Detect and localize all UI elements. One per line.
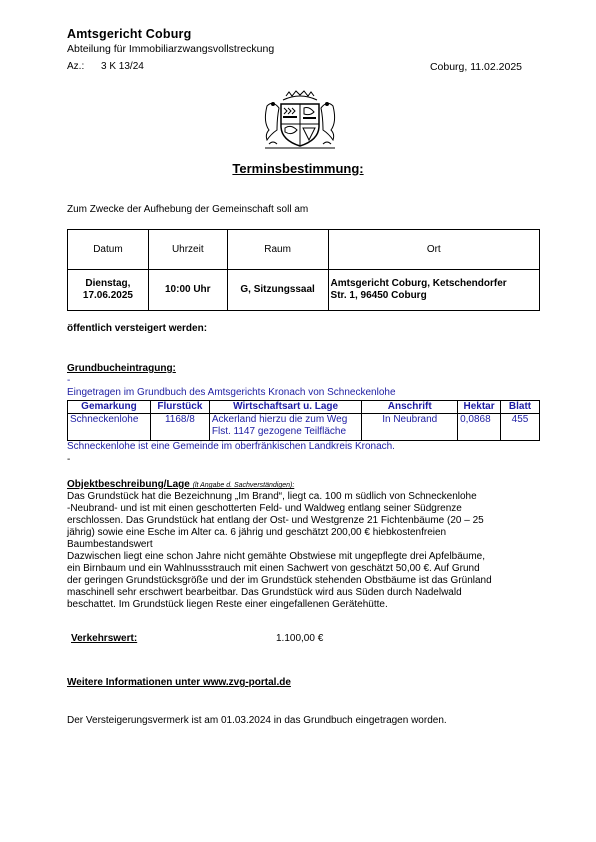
bavarian-coat-of-arms-icon: [259, 90, 341, 152]
department-name: Abteilung für Immobiliarzwangsvollstreckung: [67, 43, 275, 55]
object-description: [67, 491, 537, 611]
object-title-main: Objektbeschreibung/Lage: [67, 479, 190, 490]
object-line: beschattet. Im Grundstück liegen Reste einer eingefallenen Gerätehütte.: [67, 599, 388, 610]
object-line: maschinell sehr erschwert bearbeitbar. Das Grundstück wird aus Süden durch Nadelwald: [67, 587, 462, 598]
court-name: Amtsgericht Coburg: [67, 27, 192, 41]
col-flurstueck: Flurstück: [150, 401, 209, 414]
more-info-link[interactable]: Weitere Informationen unter www.zvg-portal.de: [67, 677, 291, 688]
object-line: ein Birnbaum und ein Wahlnussstrauch mit einen Sachwert von geschätzt 50,00 €. Auf Grund: [67, 563, 480, 574]
header-datum: Datum: [68, 230, 149, 270]
grundbuch-dash-2: -: [67, 454, 71, 465]
cell-blatt: 455: [501, 414, 540, 441]
appointment-date-value: 17.06.2025: [82, 290, 133, 301]
col-blatt: Blatt: [501, 401, 540, 414]
object-line: der geringen Grundstücksgröße und der im Grundstück stehenden Obstbäume ist das Grünland: [67, 575, 492, 586]
market-value: 1.100,00 €: [276, 633, 324, 644]
intro-text: Zum Zwecke der Aufhebung der Gemeinschaft soll am: [67, 204, 309, 215]
cell-lage-line2: Flst. 1147 gezogene Teilfläche: [211, 426, 347, 437]
appointment-room: G, Sitzungssaal: [227, 270, 328, 311]
appointment-time: 10:00 Uhr: [148, 270, 227, 311]
table-row: [68, 414, 540, 441]
cell-gemarkung: Schneckenlohe: [68, 414, 151, 441]
object-line: Baumbestandswert: [67, 539, 153, 550]
grundbuch-entry: Eingetragen im Grundbuch des Amtsgerichts Kronach von Schneckenlohe: [67, 387, 396, 398]
place-and-date: Coburg, 11.02.2025: [429, 61, 522, 73]
appointment-weekday: Dienstag,: [85, 278, 131, 289]
cell-anschrift: In Neubrand: [362, 414, 458, 441]
grundbuch-note: Schneckenlohe ist eine Gemeinde im oberfränkischen Landkreis Kronach.: [67, 441, 395, 452]
appointment-place-line1: Amtsgericht Coburg, Ketschendorfer: [330, 278, 507, 289]
grundbuch-dash: -: [67, 375, 71, 386]
market-value-label: Verkehrswert:: [71, 633, 138, 644]
col-gemarkung: Gemarkung: [68, 401, 151, 414]
case-number: 3 K 13/24: [101, 61, 144, 72]
header-ort: Ort: [328, 230, 539, 270]
grundbuch-title: Grundbucheintragung:: [67, 363, 176, 374]
cell-lage: [209, 414, 362, 441]
cell-lage-line1: Ackerland hierzu die zum Weg: [211, 414, 348, 425]
appointment-date: [68, 270, 149, 311]
appointment-place-line2: Str. 1, 96450 Coburg: [330, 290, 427, 301]
final-note: Der Versteigerungsvermerk ist am 01.03.2024 in das Grundbuch eingetragen worden.: [67, 715, 447, 726]
cell-flurstueck: 1168/8: [150, 414, 209, 441]
col-anschrift: Anschrift: [362, 401, 458, 414]
object-line: erschlossen. Das Grundstück hat entlang der Ost- und Westgrenze 21 Fichtenbäume (20 – 25: [67, 515, 484, 526]
header-raum: Raum: [227, 230, 328, 270]
object-line: -Neubrand- und ist mit einen geschotterten Feld- und Waldweg entlang seiner Südgrenze: [67, 503, 462, 514]
header-uhrzeit: Uhrzeit: [148, 230, 227, 270]
col-hektar: Hektar: [458, 401, 501, 414]
object-line: Dazwischen liegt eine schon Jahre nicht gemähte Obstwiese mit ungepflegte drei Apfelbäume,: [67, 551, 486, 562]
cell-hektar: 0,0868: [458, 414, 501, 441]
appointment-place: [328, 270, 539, 311]
col-wirtschaftsart: Wirtschaftsart u. Lage: [209, 401, 362, 414]
object-line: jährig) sowie eine Esche im Alter ca. 6 jährig und geschätzt 200,00 € hiebkostenfreien: [67, 527, 447, 538]
object-title-source: (lt Angabe d. Sachverständigen):: [192, 482, 295, 489]
grundbuch-table: [67, 400, 540, 441]
object-line: Das Grundstück hat die Bezeichnung „Im Brand“, liegt ca. 100 m südlich von Schneckenlohe: [67, 491, 477, 502]
case-number-label: Az.:: [67, 61, 85, 72]
sold-statement: öffentlich versteigert werden:: [67, 323, 208, 334]
page-title: Terminsbestimmung:: [232, 161, 364, 176]
appointment-table: [67, 229, 540, 311]
